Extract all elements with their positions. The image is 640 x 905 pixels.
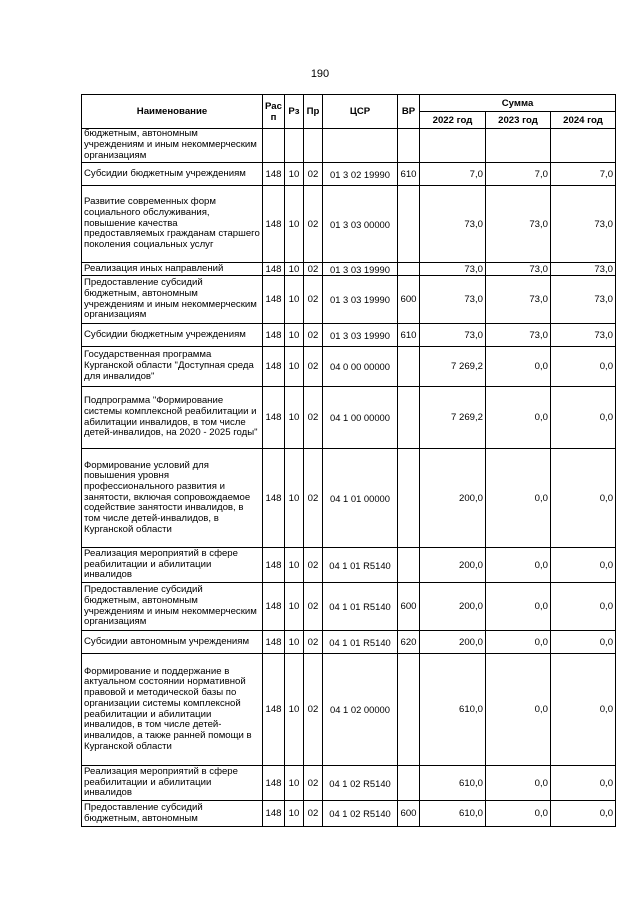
cell-sum-2023: 73,0	[486, 186, 551, 263]
header-year-2023: 2023 год	[486, 112, 551, 129]
cell-sum-2022: 73,0	[420, 276, 486, 324]
cell-vr: 620	[398, 631, 420, 654]
cell-rasp	[263, 129, 285, 163]
cell-sum-2022: 7 269,2	[420, 387, 486, 449]
table-row	[82, 276, 616, 324]
cell-rz: 10	[285, 548, 304, 583]
cell-name: Предоставление субсидий бюджетным, автономным учреждениям и иным некоммерческим организациям	[82, 583, 263, 631]
cell-pr: 02	[304, 631, 323, 654]
cell-sum-2023: 0,0	[486, 449, 551, 548]
cell-sum-2022: 200,0	[420, 449, 486, 548]
cell-pr: 02	[304, 654, 323, 766]
cell-sum-2024: 0,0	[551, 766, 616, 801]
cell-vr: 600	[398, 801, 420, 827]
cell-sum-2022: 7 269,2	[420, 347, 486, 387]
cell-rz: 10	[285, 583, 304, 631]
cell-csr: 04 1 01 R5140	[323, 631, 398, 654]
cell-rz: 10	[285, 387, 304, 449]
cell-rz	[285, 129, 304, 163]
cell-vr: 610	[398, 163, 420, 186]
cell-vr	[398, 387, 420, 449]
cell-sum-2024: 73,0	[551, 276, 616, 324]
cell-sum-2024: 0,0	[551, 449, 616, 548]
cell-name: Реализация мероприятий в сфере реабилитации и абилитации инвалидов	[82, 548, 263, 583]
cell-rz: 10	[285, 766, 304, 801]
cell-name: Развитие современных форм социального обслуживания, повышение качества предоставляемых гражданам старшего поколения социальных услуг	[82, 186, 263, 263]
cell-csr: 04 1 02 R5140	[323, 766, 398, 801]
cell-rasp: 148	[263, 263, 285, 276]
cell-rz: 10	[285, 263, 304, 276]
cell-sum-2023: 73,0	[486, 263, 551, 276]
cell-pr: 02	[304, 324, 323, 347]
cell-rasp: 148	[263, 186, 285, 263]
cell-sum-2022: 200,0	[420, 548, 486, 583]
cell-pr: 02	[304, 347, 323, 387]
cell-name: Формирование условий для повышения уровня профессионального развития и занятости, включая сопровождаемое содействие занятости инвалидов, в том числе детей-инвалидов, в Курганской области	[82, 449, 263, 548]
cell-rasp: 148	[263, 583, 285, 631]
cell-sum-2023: 73,0	[486, 276, 551, 324]
table-row	[82, 186, 616, 263]
cell-vr	[398, 129, 420, 163]
cell-sum-2022: 610,0	[420, 654, 486, 766]
cell-sum-2022: 610,0	[420, 801, 486, 827]
cell-rz: 10	[285, 631, 304, 654]
cell-rz: 10	[285, 654, 304, 766]
table-row	[82, 163, 616, 186]
cell-pr: 02	[304, 766, 323, 801]
table-row	[82, 801, 616, 827]
cell-vr	[398, 263, 420, 276]
cell-rz: 10	[285, 186, 304, 263]
cell-sum-2024: 0,0	[551, 387, 616, 449]
cell-pr: 02	[304, 163, 323, 186]
table-row	[82, 631, 616, 654]
cell-name: Субсидии автономным учреждениям	[82, 631, 263, 654]
cell-vr: 600	[398, 276, 420, 324]
budget-table	[81, 94, 616, 827]
cell-sum-2022: 7,0	[420, 163, 486, 186]
header-name: Наименование	[82, 95, 263, 129]
cell-name: бюджетным, автономным учреждениям и иным некоммерческим организациям	[82, 129, 263, 163]
cell-sum-2024: 0,0	[551, 583, 616, 631]
cell-sum-2024: 0,0	[551, 801, 616, 827]
cell-sum-2023: 73,0	[486, 324, 551, 347]
header-csr: ЦСР	[323, 95, 398, 129]
cell-vr	[398, 347, 420, 387]
cell-rasp: 148	[263, 324, 285, 347]
cell-sum-2024: 0,0	[551, 654, 616, 766]
cell-vr	[398, 654, 420, 766]
cell-vr: 610	[398, 324, 420, 347]
cell-sum-2022: 73,0	[420, 263, 486, 276]
cell-rz: 10	[285, 449, 304, 548]
cell-pr: 02	[304, 583, 323, 631]
cell-sum-2024: 0,0	[551, 347, 616, 387]
table-row	[82, 548, 616, 583]
cell-rz: 10	[285, 276, 304, 324]
table-row	[82, 766, 616, 801]
cell-name: Предоставление субсидий бюджетным, автономным	[82, 801, 263, 827]
cell-rasp: 148	[263, 163, 285, 186]
header-rasp: Рас п	[263, 95, 285, 129]
cell-vr: 600	[398, 583, 420, 631]
cell-rz: 10	[285, 801, 304, 827]
cell-pr	[304, 129, 323, 163]
cell-rasp: 148	[263, 347, 285, 387]
header-rz: Рз	[285, 95, 304, 129]
table-row	[82, 583, 616, 631]
header-vr: ВР	[398, 95, 420, 129]
cell-name: Государственная программа Курганской области "Доступная среда для инвалидов"	[82, 347, 263, 387]
cell-csr: 01 3 03 19990	[323, 276, 398, 324]
cell-rasp: 148	[263, 766, 285, 801]
cell-csr: 04 1 02 00000	[323, 654, 398, 766]
cell-pr: 02	[304, 548, 323, 583]
page-number: 190	[310, 68, 330, 80]
header-sum: Сумма	[420, 95, 616, 112]
table-body	[82, 129, 616, 827]
cell-sum-2023: 0,0	[486, 766, 551, 801]
cell-csr: 01 3 03 00000	[323, 186, 398, 263]
cell-sum-2024: 7,0	[551, 163, 616, 186]
cell-vr	[398, 186, 420, 263]
cell-rasp: 148	[263, 801, 285, 827]
cell-rz: 10	[285, 347, 304, 387]
cell-pr: 02	[304, 186, 323, 263]
cell-name: Субсидии бюджетным учреждениям	[82, 324, 263, 347]
cell-csr: 01 3 03 19990	[323, 263, 398, 276]
cell-sum-2024: 0,0	[551, 548, 616, 583]
cell-sum-2023: 7,0	[486, 163, 551, 186]
cell-pr: 02	[304, 263, 323, 276]
cell-pr: 02	[304, 276, 323, 324]
cell-csr	[323, 129, 398, 163]
cell-name: Предоставление субсидий бюджетным, автономным учреждениям и иным некоммерческим организациям	[82, 276, 263, 324]
cell-pr: 02	[304, 387, 323, 449]
table-row	[82, 654, 616, 766]
cell-name: Формирование и поддержание в актуальном состоянии нормативной правовой и методической базы по организации системы комплексной реабилитации и абилитации инвалидов, в том числе детей-инвалидов, а также ранней помощи в Курганской области	[82, 654, 263, 766]
cell-sum-2024: 73,0	[551, 186, 616, 263]
cell-sum-2022: 200,0	[420, 631, 486, 654]
cell-vr	[398, 766, 420, 801]
cell-vr	[398, 449, 420, 548]
cell-name: Субсидии бюджетным учреждениям	[82, 163, 263, 186]
cell-rasp: 148	[263, 548, 285, 583]
table-row	[82, 387, 616, 449]
cell-vr	[398, 548, 420, 583]
cell-csr: 04 1 00 00000	[323, 387, 398, 449]
cell-sum-2023: 0,0	[486, 387, 551, 449]
cell-csr: 04 1 01 00000	[323, 449, 398, 548]
cell-sum-2023: 0,0	[486, 583, 551, 631]
cell-csr: 04 1 02 R5140	[323, 801, 398, 827]
cell-rasp: 148	[263, 276, 285, 324]
table-row	[82, 347, 616, 387]
header-year-2024: 2024 год	[551, 112, 616, 129]
cell-rz: 10	[285, 163, 304, 186]
cell-sum-2023: 0,0	[486, 654, 551, 766]
cell-pr: 02	[304, 801, 323, 827]
cell-sum-2023: 0,0	[486, 548, 551, 583]
cell-rasp: 148	[263, 387, 285, 449]
cell-name: Реализация иных направлений	[82, 263, 263, 276]
cell-sum-2024: 73,0	[551, 324, 616, 347]
table-row	[82, 263, 616, 276]
cell-rasp: 148	[263, 631, 285, 654]
cell-pr: 02	[304, 449, 323, 548]
cell-sum-2024	[551, 129, 616, 163]
cell-sum-2022: 73,0	[420, 324, 486, 347]
cell-csr: 04 1 01 R5140	[323, 548, 398, 583]
cell-name: Реализация мероприятий в сфере реабилитации и абилитации инвалидов	[82, 766, 263, 801]
cell-sum-2022: 73,0	[420, 186, 486, 263]
cell-sum-2022: 200,0	[420, 583, 486, 631]
cell-sum-2023: 0,0	[486, 631, 551, 654]
cell-sum-2023	[486, 129, 551, 163]
cell-sum-2022	[420, 129, 486, 163]
cell-sum-2024: 0,0	[551, 631, 616, 654]
table-row	[82, 129, 616, 163]
cell-csr: 01 3 03 19990	[323, 324, 398, 347]
cell-sum-2022: 610,0	[420, 766, 486, 801]
table-row	[82, 449, 616, 548]
cell-csr: 01 3 02 19990	[323, 163, 398, 186]
cell-name: Подпрограмма "Формирование системы комплексной реабилитации и абилитации инвалидов, в том числе детей-инвалидов, на 2020 - 2025 годы"	[82, 387, 263, 449]
cell-sum-2024: 73,0	[551, 263, 616, 276]
cell-sum-2023: 0,0	[486, 347, 551, 387]
header-year-2022: 2022 год	[420, 112, 486, 129]
table-row	[82, 324, 616, 347]
cell-sum-2023: 0,0	[486, 801, 551, 827]
cell-rz: 10	[285, 324, 304, 347]
cell-rasp: 148	[263, 449, 285, 548]
header-pr: Пр	[304, 95, 323, 129]
cell-rasp: 148	[263, 654, 285, 766]
cell-csr: 04 0 00 00000	[323, 347, 398, 387]
cell-csr: 04 1 01 R5140	[323, 583, 398, 631]
